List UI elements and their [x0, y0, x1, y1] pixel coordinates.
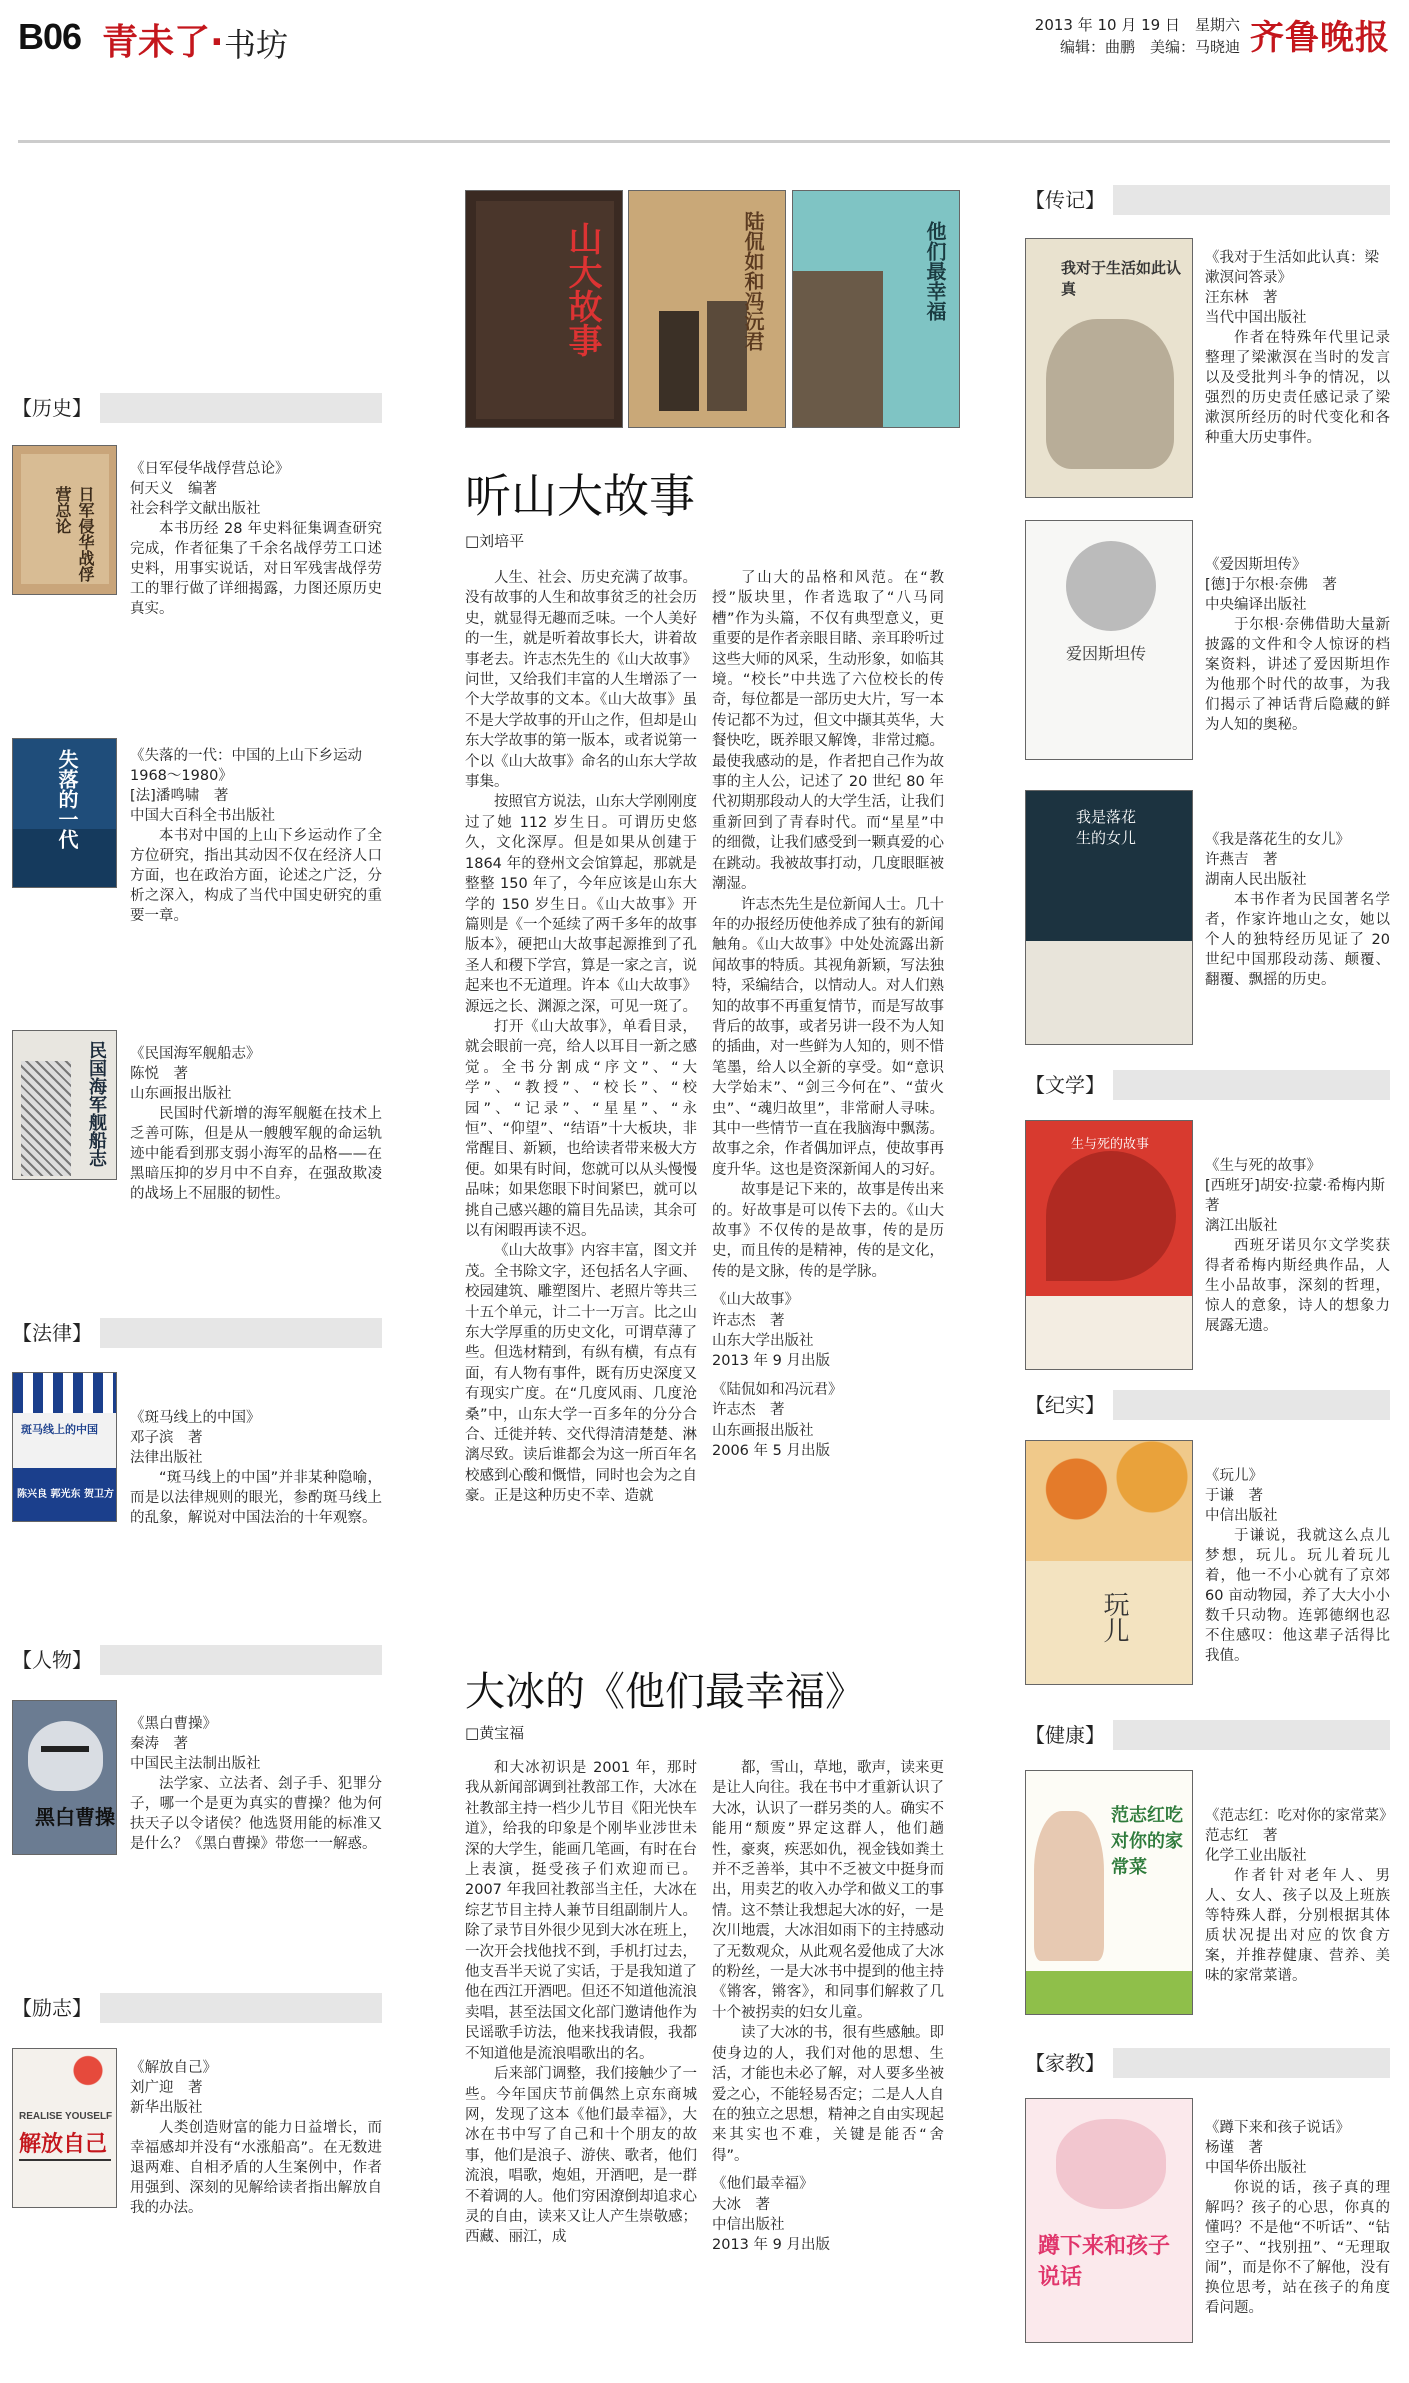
book-cover — [12, 445, 117, 595]
book-publisher: 中国大百科全书出版社 — [130, 808, 275, 824]
book-author: 于谦 著 — [1205, 1488, 1263, 1504]
book-cover — [1025, 1770, 1193, 2015]
ref-title: 《陆侃如和冯沅君》 — [712, 1381, 843, 1398]
book-info — [130, 2058, 382, 2218]
book-publisher: 中国华侨出版社 — [1205, 2160, 1307, 2176]
book-author: [德]于尔根·奈佛 著 — [1205, 577, 1337, 593]
book-cover — [1025, 2098, 1193, 2343]
book-publisher: 山东画报出版社 — [130, 1086, 232, 1102]
cover-title: 日军侵华战俘营总论 — [53, 486, 95, 582]
paragraph: 后来部门调整，我们接触少了一些。今年国庆节前偶然上京东商城网，发现了这本《他们最幸福》，大冰在书中写了自己和十个朋友的故事，他们是浪子、游侠、歌者，他们流浪，唱歌，炮姐，开酒吧，是一群不着调的人。他们穷困潦倒却追求心灵的自由，读来又让人产生崇敬感；西藏、丽江，成 — [465, 2066, 697, 2246]
article-column — [712, 568, 944, 1461]
book-title: 《范志红：吃对你的家常菜》 — [1205, 1808, 1394, 1824]
issue-date: 2013 年 10 月 19 日 星期六 — [1034, 16, 1240, 34]
page-number: B06 — [18, 16, 82, 57]
book-cover — [1025, 790, 1193, 1045]
ref-date: 2013 年 9 月出版 — [712, 1353, 830, 1370]
book-publisher: 社会科学文献出版社 — [130, 501, 261, 517]
editor-credits: 编辑：曲鹏 美编：马晓迪 — [1059, 38, 1240, 56]
paragraph: 许志杰先生是位新闻人士。几十年的办报经历使他养成了独有的新闻触角。《山大故事》中处处流露出新闻故事的特质。其视角新颖，写法独特，采编结合，以情动人。对人们熟知的故事不再重复情节，而是写故事背后的故事，或者另讲一段不为人知的插曲，对一些鲜为人知的，则不惜笔墨，给人以全新的享受。如“意识大学始末”、“剑三今何在”、“萤火虫”、“魂归故里”，非常耐人寻味。其中一些情节一直在我脑海中飘荡。故事之余，作者偶加评点，使故事再度升华。这也是资深新闻人的习好。 — [712, 896, 944, 1178]
book-description: “斑马线上的中国”并非某种隐喻，而是以法律规则的眼光，参酌斑马线上的乱象，解说对中国法治的十年观察。 — [130, 1470, 382, 1526]
book-author: 邓子滨 著 — [130, 1430, 203, 1446]
masthead — [18, 10, 1390, 68]
cover-title: 我对于生活如此认真 — [1061, 259, 1182, 298]
category-label: 【法律】 — [12, 1318, 100, 1348]
book-title: 《日军侵华战俘营总论》 — [130, 461, 290, 477]
article-byline: □刘培平 — [465, 532, 525, 550]
cover-title: 解放自己 — [19, 2132, 108, 2157]
ref-title: 《他们最幸福》 — [712, 2176, 814, 2193]
category-label: 【家教】 — [1025, 2048, 1113, 2078]
book-author: 陈悦 著 — [130, 1066, 188, 1082]
book-cover — [12, 1030, 117, 1180]
paragraph: 故事是记下来的，故事是传出来的。好故事是可以传下去的。《山大故事》不仅传的是故事，传的是历史，而且传的是精神，传的是文化，传的是文脉，传的是学脉。 — [712, 1182, 944, 1280]
book-info — [130, 1408, 382, 1528]
book-info — [1205, 830, 1390, 990]
cover-title: 民国海军舰船志 — [86, 1041, 107, 1167]
category-literature — [1025, 1070, 1390, 1100]
section-name: 青未了 — [102, 22, 211, 63]
book-title: 《我是落花生的女儿》 — [1205, 832, 1350, 848]
category-label: 【文学】 — [1025, 1070, 1113, 1100]
book-title: 《爱因斯坦传》 — [1205, 557, 1307, 573]
category-biography — [1025, 185, 1390, 215]
book-description: 本书历经 28 年史料征集调查研究完成，作者征集了千余名战俘劳工口述史料，用事实说话，对日军残害战俘劳工的罪行做了详细揭露，力图还原历史真实。 — [130, 521, 382, 617]
book-title: 《斑马线上的中国》 — [130, 1410, 261, 1426]
book-description: 西班牙诺贝尔文学奖获得者希梅内斯经典作品，人生小品故事，深刻的哲理，惊人的意象，诗人的想象力展露无遗。 — [1205, 1238, 1390, 1334]
center-cover-shanda — [465, 190, 623, 428]
book-title: 《玩儿》 — [1205, 1468, 1263, 1484]
book-cover — [12, 1700, 117, 1855]
book-author: 杨谨 著 — [1205, 2140, 1263, 2156]
cover-title: 蹲下来和孩子说话 — [1038, 2234, 1171, 2290]
book-author: 汪东林 著 — [1205, 290, 1278, 306]
paragraph: 都，雪山，草地，歌声，读来更是让人向往。我在书中才重新认识了大冰，认识了一群另类的人。确实不能用“颓废”界定这群人，他们趟性，豪爽，疾恶如仇，视金钱如粪土并不乏善举，其中不乏被文中挺身而出，用卖艺的收入办学和做义工的事情。这不禁让我想起大冰的好，一是次川地震，大冰泪如雨下的主持感动了无数观众，从此观名爱他成了大冰的粉丝，一是大冰书中提到的他主持《锵客，锵客》，和同事们解救了几十个被拐卖的妇女儿童。 — [712, 1760, 944, 2021]
cover-title: 玩儿 — [1099, 1591, 1129, 1643]
category-law — [12, 1318, 382, 1348]
category-documentary — [1025, 1390, 1390, 1420]
book-description: 于尔根·奈佛借助大量新披露的文件和令人惊讶的档案资料，讲述了爱因斯坦作为他那个时代的故事，为我们揭示了神话背后隐藏的鲜为人知的奥秘。 — [1205, 617, 1390, 733]
ref-publisher: 中信出版社 — [712, 2216, 785, 2233]
ref-author: 许志杰 著 — [712, 1402, 785, 1419]
book-publisher: 化学工业出版社 — [1205, 1848, 1307, 1864]
book-info — [1205, 555, 1390, 735]
book-publisher: 漓江出版社 — [1205, 1218, 1278, 1234]
category-label: 【健康】 — [1025, 1720, 1113, 1750]
ref-publisher: 山东画报出版社 — [712, 1422, 814, 1439]
category-inspire — [12, 1993, 382, 2023]
book-description: 民国时代新增的海军舰艇在技术上乏善可陈，但是从一艘艘军舰的命运轨迹中能看到那支弱小海军的品格——在黑暗压抑的岁月中不自弃，在强敌欺凌的战场上不屈服的韧性。 — [130, 1106, 382, 1202]
book-author: 秦涛 著 — [130, 1736, 188, 1752]
newspaper-logo: 齐鲁晚报 — [1250, 18, 1390, 58]
center-cover-tamen — [792, 190, 960, 428]
article-title: 大冰的《他们最幸福》 — [465, 1669, 865, 1715]
book-info — [1205, 248, 1390, 448]
paragraph: 按照官方说法，山东大学刚刚度过了她 112 岁生日。可谓历史悠久，文化深厚。但是如果从创建于 1864 年的登州文会馆算起，那就是整整 150 年了，今年应该是山东大学的 150 岁生日。《山大故事》开篇则是《一个延续了两千多年的故事版本》，硬把山大故事起源推到了孔圣人和稷下学宫，算是一家之言，说起来也不无道理。许本《山大故事》源远之长、渊源之深，可见一斑了。 — [465, 794, 697, 1015]
book-title: 《失落的一代：中国的上山下乡运动 1968～1980》 — [130, 748, 362, 784]
book-info — [130, 459, 382, 619]
article-byline: □黄宝福 — [465, 1724, 525, 1742]
book-title: 《生与死的故事》 — [1205, 1158, 1321, 1174]
cover-title: 黑白曹操 — [35, 1805, 115, 1829]
book-author: 刘广迎 著 — [130, 2080, 203, 2096]
book-title: 《我对于生活如此认真：梁漱溟问答录》 — [1205, 250, 1379, 286]
book-cover — [12, 738, 117, 888]
ref-author: 大冰 著 — [712, 2196, 770, 2213]
masthead-meta — [1035, 14, 1240, 58]
cover-title: 斑马线上的中国 — [21, 1423, 98, 1436]
book-info — [1205, 1806, 1394, 1986]
category-label: 【传记】 — [1025, 185, 1113, 215]
book-description: 人类创造财富的能力日益增长，而幸福感却并没有“水涨船高”。在无数进退两难、自相矛盾的人生案例中，作者用强到、深刻的见解给读者指出解放自我的办法。 — [130, 2120, 382, 2216]
article-column — [465, 568, 697, 1507]
book-description: 作者针对老年人、男人、女人、孩子以及上班族等特殊人群，分别根据其体质状况提出对应的饮食方案，并推荐健康、营养、美味的家常菜谱。 — [1205, 1868, 1390, 1984]
paragraph: 打开《山大故事》，单看目录，就会眼前一亮，给人以耳目一新之感觉。全书分割成“序文”、“大学”、“教授”、“校长”、“校园”、“记录”、“星星”、“永恒”、“仰望”、“结语”十大板块，非常醒目、新颖，也给读者带来极大方便。如果有时间，您就可以从头慢慢品味；如果您眼下时间紧巴，就可以挑自己感兴趣的篇目先品读，其余可以有闲暇再读不迟。 — [465, 1018, 697, 1239]
book-description: 法学家、立法者、刽子手、犯罪分子，哪一个是更为真实的曹操？他为何扶天子以令诸侯？他选贤用能的标准又是什么？《黑白曹操》带您一一解惑。 — [130, 1776, 382, 1852]
book-publisher: 当代中国出版社 — [1205, 310, 1307, 326]
ref-author: 许志杰 著 — [712, 1312, 785, 1329]
cover-title: 陆侃如和冯沅君 — [741, 211, 765, 351]
paragraph: 了山大的品格和风范。在“教授”版块里，作者选取了“八马同槽”作为头篇，不仅有典型意义，更重要的是作者亲眼目睹、亲耳聆听过这些大师的风采，生动形象，如临其境。“校长”中共选了六位校长的传奇，每位都是一部历史大片，写一本传记都不为过，但文中撷其英华，大餐快吃，既养眼又解馋，非常过瘾。最使我感动的是，作者把自己作为故事的主人公，记述了 20 世纪 80 年代初期那段动人的大学生活，让我们重新回到了青春时代。而“星星”中的细微，让我们感受到一颗真爱的心在跳动。我被故事打动，几度眼眶被潮湿。 — [712, 570, 944, 893]
book-author: [西班牙]胡安·拉蒙·希梅内斯 著 — [1205, 1178, 1400, 1214]
cover-title: 失落的一代 — [55, 749, 79, 849]
section-dot: · — [210, 22, 224, 63]
book-title: 《黑白曹操》 — [130, 1716, 217, 1732]
category-label: 【纪实】 — [1025, 1390, 1113, 1420]
book-info — [130, 1714, 382, 1854]
cover-subtitle: REALISE YOUSELF — [19, 2111, 113, 2122]
section-title — [102, 14, 224, 65]
ref-title: 《山大故事》 — [712, 1292, 799, 1309]
category-label: 【历史】 — [12, 393, 100, 423]
book-info — [130, 1044, 382, 1204]
cover-title: 范志红吃对你的家常菜 — [1111, 1805, 1183, 1878]
book-description: 你说的话，孩子真的理解吗？孩子的心思，你真的懂吗？不是他“不听话”、“钻空子”、“找别扭”、“无理取闹”，而是你不了解他，没有换位思考，站在孩子的角度看问题。 — [1205, 2180, 1390, 2316]
category-people — [12, 1645, 382, 1675]
category-health — [1025, 1720, 1390, 1750]
book-publisher: 湖南人民出版社 — [1205, 872, 1307, 888]
book-description: 本书对中国的上山下乡运动作了全方位研究，指出其动因不仅在经济人口方面，也在政治方面，论述之广泛，分析之深入，构成了当代中国史研究的重要一章。 — [130, 828, 382, 924]
book-cover — [1025, 238, 1193, 498]
book-info — [130, 746, 382, 926]
book-publisher: 中信出版社 — [1205, 1508, 1278, 1524]
book-description: 于谦说，我就这么点儿梦想，玩儿。玩儿着玩儿着，他一不小心就有了京郊 60 亩动物园，养了大大小小数千只动物。连郭德纲也忍不住感叹：他这辈子活得比我值。 — [1205, 1528, 1390, 1664]
book-author: [法]潘鸣啸 著 — [130, 788, 229, 804]
cover-title: 他们最幸福 — [923, 221, 947, 321]
book-title: 《蹲下来和孩子说话》 — [1205, 2120, 1350, 2136]
cover-names: 陈兴良 郭光东 贺卫方 — [17, 1489, 114, 1500]
book-author: 许燕吉 著 — [1205, 852, 1278, 868]
book-title: 《解放自己》 — [130, 2060, 217, 2076]
paragraph: 《山大故事》内容丰富，图文并茂。全书除文字，还包括名人字画、校园建筑、雕塑图片、老照片等共三十五个单元，计二十一万言。比之山东大学厚重的历史文化，可谓草薄了些。但选材精到，有纵有横，有点有面，有人物有事件，既有历史深度又有现实广度。在“几度风雨、几度沧桑”中，山东大学一百多年的分分合合、迁徙并转、交代得清清楚楚、淋漓尽致。读后谁都会为这一所百年名校感到心酸和慨惜，同时也会为之自豪。正是这种历史不幸、造就 — [465, 1243, 697, 1505]
book-cover — [1025, 1440, 1193, 1685]
cover-title: 生与死的故事 — [1071, 1137, 1150, 1152]
book-cover — [1025, 520, 1193, 760]
ref-publisher: 山东大学出版社 — [712, 1333, 814, 1350]
center-cover-luqianru — [628, 190, 786, 428]
book-cover — [1025, 1120, 1193, 1370]
book-publisher: 法律出版社 — [130, 1450, 203, 1466]
cover-title: 山大故事 — [562, 221, 602, 357]
category-history — [12, 393, 382, 423]
paragraph: 读了大冰的书，很有些感触。即使身边的人，我们对他的思想、生活，才能也未必了解，对人要多坐被爱之心，不能轻易否定；二是人人自在的独立之思想，精神之自由实现起来其实也不难，关键是能否“舍得”。 — [712, 2025, 944, 2164]
book-info — [1205, 1156, 1400, 1336]
book-title: 《民国海军舰船志》 — [130, 1046, 261, 1062]
ref-date: 2013 年 9 月出版 — [712, 2237, 830, 2254]
book-author: 范志红 著 — [1205, 1828, 1278, 1844]
article-title: 听山大故事 — [465, 469, 695, 523]
subsection-title: 书坊 — [224, 26, 289, 64]
book-publisher: 新华出版社 — [130, 2100, 203, 2116]
book-info — [1205, 1466, 1390, 1666]
top-rule — [18, 140, 1390, 143]
book-publisher: 中央编译出版社 — [1205, 597, 1307, 613]
category-label: 【励志】 — [12, 1993, 100, 2023]
book-description: 作者在特殊年代里记录整理了梁漱溟在当时的发言以及受批判斗争的情况，以强烈的历史责任感记录了梁漱溟所经历的时代变化和各种重大历史事件。 — [1205, 330, 1390, 446]
category-family — [1025, 2048, 1390, 2078]
paragraph: 人生、社会、历史充满了故事。没有故事的人生和故事贫乏的社会历史，就显得无趣而乏味。一个人美好的一生，就是听着故事长大，讲着故事老去。许志杰先生的《山大故事》问世，又给我们丰富的人生增添了一个大学故事的文本。《山大故事》虽不是大学故事的开山之作，但却是山东大学故事的第一版本，或者说第一个以《山大故事》命名的山东大学故事集。 — [465, 570, 697, 791]
book-description: 本书作者为民国著名学者，作家许地山之女，她以个人的独特经历见证了 20 世纪中国那段动荡、颠覆、翻覆、飘摇的历史。 — [1205, 892, 1390, 988]
article-column — [465, 1758, 697, 2248]
ref-date: 2006 年 5 月出版 — [712, 1443, 830, 1460]
article-column — [712, 1758, 944, 2256]
paragraph: 和大冰初识是 2001 年，那时我从新闻部调到社教部工作，大冰在社教部主持一档少儿节目《阳光快车道》，给我的印象是个刚毕业涉世未深的大学生，能画几笔画，有时在台上表演，挺受孩子们欢迎而已。2007 年我回社教部当主任，大冰在综艺节目主持人兼节目组副制片人。除了录节目外很少见到大冰在班上，一次开会找他找不到，手机打过去，他支吾半天说了实话，于是我知道了他在西江开酒吧。但还不知道他流浪卖唱，甚至法国文化部门邀请他作为民谣歌手访法，他来找我请假，我都不知道他是流浪唱歌出的名。 — [465, 1760, 697, 2062]
cover-title: 爱因斯坦传 — [1066, 644, 1147, 663]
book-info — [1205, 2118, 1390, 2318]
category-label: 【人物】 — [12, 1645, 100, 1675]
book-author: 何天义 编著 — [130, 481, 217, 497]
cover-title: 我是落花生的女儿 — [1076, 808, 1137, 847]
book-cover — [12, 1372, 117, 1522]
book-cover — [12, 2048, 117, 2208]
book-publisher: 中国民主法制出版社 — [130, 1756, 261, 1772]
